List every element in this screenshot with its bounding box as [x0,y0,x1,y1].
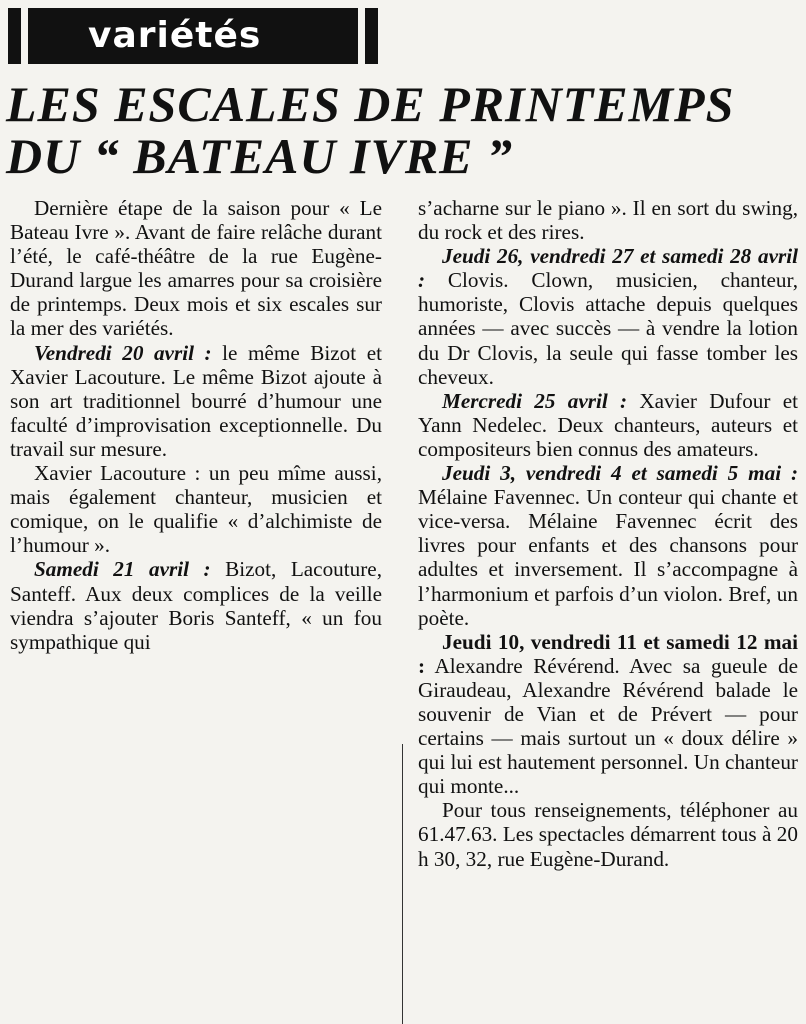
intro-paragraph: Dernière étape de la saison pour « Le Bateau Ivre ». Avant de faire relâche durant l’été, le café-théâtre de la rue Eugène-Durand largue les amarres pour sa croisière de printemps. Deux mois et six escales sur la mer des variétés. [10,196,382,341]
paragraph-reverend [418,630,798,799]
section-rubric [8,8,378,64]
paragraph-favennec [418,461,798,630]
date-label: Samedi 21 avril : [34,557,211,582]
section-label: variétés [88,15,262,56]
paragraph-text: Bizot, Lacouture, Santeff. Aux deux complices de la veille viendra s’ajouter Boris Santeff, « un fou sympathique qui [10,557,382,654]
right-column [418,196,798,871]
date-label: Vendredi 20 avril : [34,340,212,365]
rubric-bar-left [8,8,18,64]
paragraph-text: Xavier Dufour et Yann Nedelec. Deux chanteurs, auteurs et compositeurs bien connus des amateurs. [418,388,798,461]
paragraph-text: Alexandre Révérend. Avec sa gueule de Giraudeau, Alexandre Révérend balade le souvenir de Vian et de Prévert — pour certains — mais surtout un « doux délire » qui lui est hautement personnel. Un chanteur qui monte... [418,653,798,799]
rubric-bar-right [368,8,378,64]
date-label: Mercredi 25 avril : [442,388,628,413]
rubric-gap-right [358,8,365,64]
paragraph-text: Clovis. Clown, musicien, chanteur, humoriste, Clovis attache depuis quelques années — avec succès — à vendre la lotion du Dr Clovis, la seule qui fasse tomber les cheveux. [418,268,798,389]
paragraph-vendredi-20 [10,341,382,461]
paragraph-samedi-21 [10,557,382,653]
paragraph-lacouture: Xavier Lacouture : un peu mîme aussi, mais également chanteur, musicien et comique, on le qualifie « d’alchimiste de l’humour ». [10,461,382,558]
paragraph-text: le même Bizot et Xavier Lacouture. Le même Bizot ajoute à son art traditionnel bourré d’humour une faculté d’improvisation exceptionnelle. Du travail sur mesure. [10,340,382,461]
date-label: Jeudi 10, vendredi 11 et samedi 12 mai : [418,629,798,678]
paragraph-mercredi-25 [418,389,798,461]
paragraph-text: Mélaine Favennec. Un conteur qui chante et vice-versa. Mélaine Favennec écrit des livres pour enfants et des chansons pour adultes et inversement. Il s’accompagne à l’harmonium et parfois d’un violon. Bref, un poète. [418,485,798,630]
left-column [10,196,382,654]
date-label: Jeudi 26, vendredi 27 et samedi 28 avril : [418,244,798,293]
headline-line-1: LES ESCALES DE PRINTEMPS [6,76,735,132]
paragraph-continuation: s’acharne sur le piano ». Il en sort du swing, du rock et des rires. [418,196,798,245]
column-rule [402,744,403,1024]
headline-line-2: DU “ BATEAU IVRE ” [6,128,514,184]
article-headline [6,78,802,182]
paragraph-info: Pour tous renseignements, téléphoner au 61.47.63. Les spectacles démarrent tous à 20 h 30, 32, rue Eugène-Durand. [418,798,798,871]
rubric-gap-left [21,8,28,64]
paragraph-clovis [418,244,798,389]
date-label: Jeudi 3, vendredi 4 et samedi 5 mai : [442,461,798,486]
